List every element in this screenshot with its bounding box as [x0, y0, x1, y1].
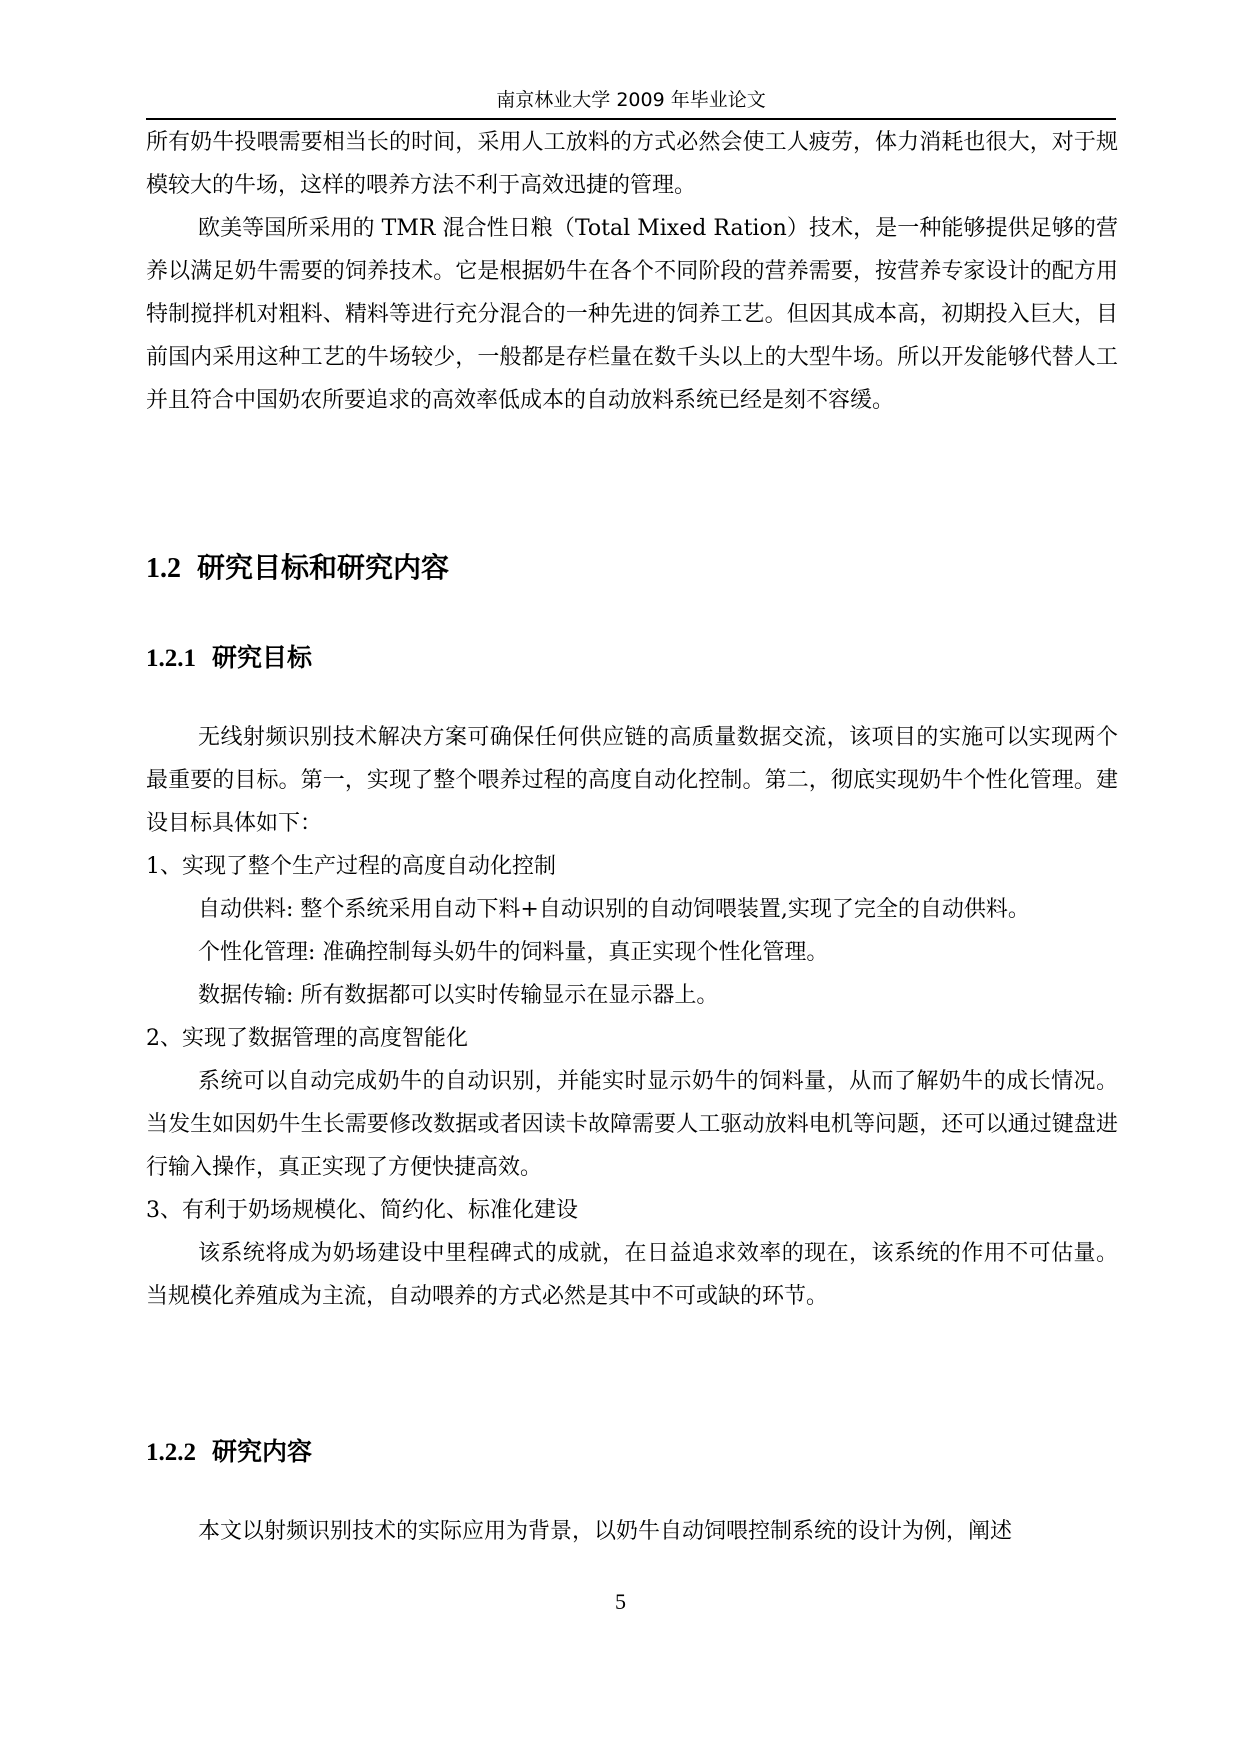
paragraph: 本文以射频识别技术的实际应用为背景，以奶牛自动饲喂控制系统的设计为例，阐述 [198, 1519, 1013, 1544]
section-number: 1.2 [146, 553, 181, 584]
intro-section [146, 121, 1118, 422]
section-title: 研究目标和研究内容 [197, 551, 450, 584]
list-item-title: 1、实现了整个生产过程的高度自动化控制 [146, 854, 556, 879]
section-title: 研究目标 [212, 643, 313, 672]
section-heading-1-2-1 [146, 641, 312, 676]
research-content-body [146, 1510, 1118, 1553]
page-number: 5 [615, 1589, 626, 1614]
list-subitem: 数据传输: 所有数据都可以实时传输显示在显示器上。 [198, 983, 719, 1008]
paragraph: 无线射频识别技术解决方案可确保任何供应链的高质量数据交流，该项目的实施可以实现两个最重要的目标。第一，实现了整个喂养过程的高度自动化控制。第二，彻底实现奶牛个性化管理。建设目标具体如下： [146, 725, 1118, 836]
list-item-title: 3、有利于奶场规模化、简约化、标准化建设 [146, 1198, 578, 1223]
paragraph: 所有奶牛投喂需要相当长的时间，采用人工放料的方式必然会使工人疲劳，体力消耗也很大，对于规模较大的牛场，这样的喂养方法不利于高效迅捷的管理。 [146, 130, 1118, 198]
section-number: 1.2.2 [146, 1439, 196, 1466]
research-goals-body [146, 716, 1118, 1318]
section-heading-1-2 [146, 550, 449, 587]
paragraph: 系统可以自动完成奶牛的自动识别，并能实时显示奶牛的饲料量，从而了解奶牛的成长情况。当发生如因奶牛生长需要修改数据或者因读卡故障需要人工驱动放料电机等问题，还可以通过键盘进行输入操作，真正实现了方便快捷高效。 [146, 1069, 1118, 1180]
header-rule [146, 118, 1116, 120]
section-number: 1.2.1 [146, 645, 196, 672]
list-subitem: 个性化管理: 准确控制每头奶牛的饲料量，真正实现个性化管理。 [198, 940, 829, 965]
list-item-title: 2、实现了数据管理的高度智能化 [146, 1026, 468, 1051]
paragraph: 该系统将成为奶场建设中里程碑式的成就，在日益追求效率的现在，该系统的作用不可估量。当规模化养殖成为主流，自动喂养的方式必然是其中不可或缺的环节。 [146, 1241, 1118, 1309]
list-subitem: 自动供料: 整个系统采用自动下料+自动识别的自动饲喂装置,实现了完全的自动供料。 [198, 897, 1030, 922]
section-heading-1-2-2 [146, 1435, 312, 1470]
section-title: 研究内容 [212, 1437, 313, 1466]
running-header: 南京林业大学 2009 年毕业论文 [496, 89, 766, 111]
paragraph: 欧美等国所采用的 TMR 混合性日粮（Total Mixed Ration）技术，是一种能够提供足够的营养以满足奶牛需要的饲养技术。它是根据奶牛在各个不同阶段的营养需要，按营养专家设计的配方用特制搅拌机对粗料、精料等进行充分混合的一种先进的饲养工艺。但因其成本高，初期投入巨大，目前国内采用这种工艺的牛场较少，一般都是存栏量在数千头以上的大型牛场。所以开发能够代替人工并且符合中国奶农所要追求的高效率低成本的自动放料系统已经是刻不容缓。 [146, 216, 1118, 413]
